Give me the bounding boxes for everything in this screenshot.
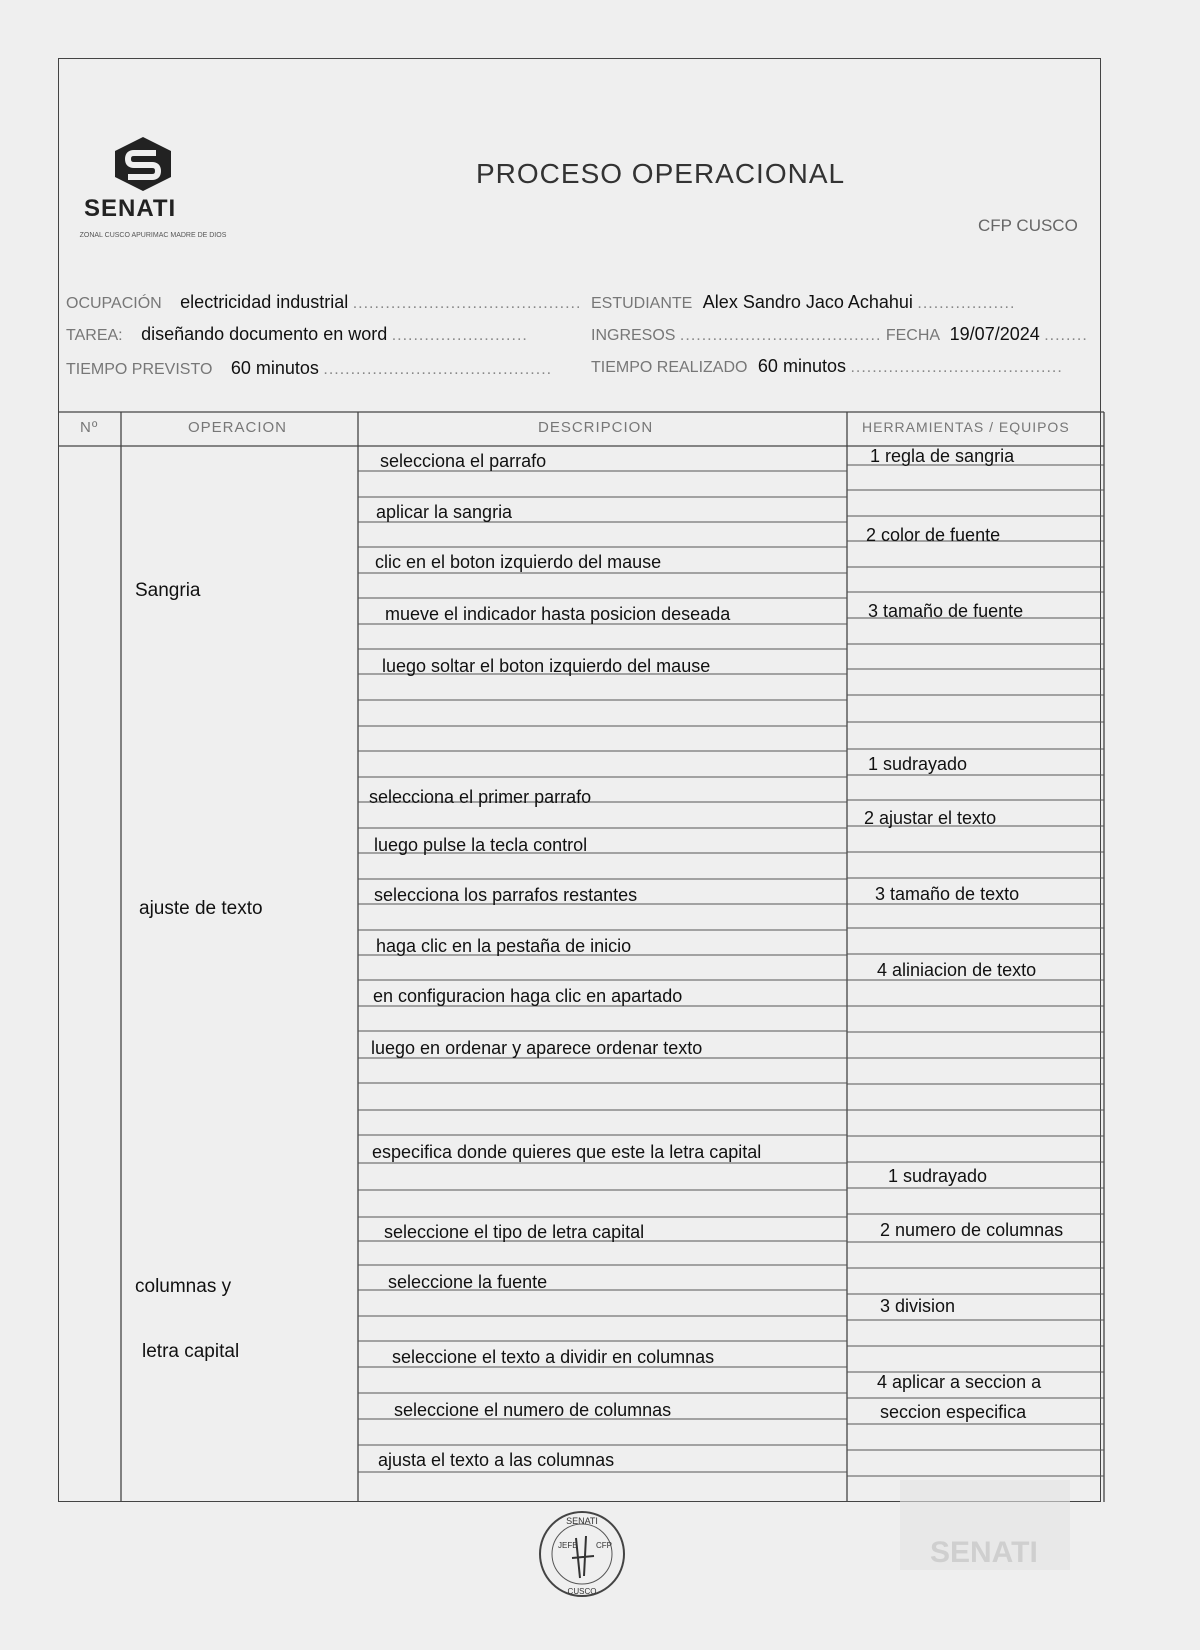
description-item: haga clic en la pestaña de inicio [376,936,632,956]
show-through-watermark [840,1450,1080,1580]
page-title: PROCESO OPERACIONAL [476,158,846,189]
fecha-value: 19/07/2024 [949,324,1040,344]
tool-item: 4 aliniacion de texto [877,960,1037,980]
description-item: selecciona los parrafos restantes [374,885,638,905]
tool-item: 2 ajustar el texto [864,808,997,828]
description-item: luego soltar el boton izquierdo del mause [382,656,711,676]
estudiante-label: ESTUDIANTE [591,295,693,312]
tool-item: 3 tamaño de fuente [868,601,1024,621]
stamp-text: JEFE [558,1541,578,1550]
description-item: luego pulse la tecla control [374,835,588,855]
ocupacion-label: OCUPACIÓN [66,295,162,312]
ingresos-fecha-field: INGRESOS ..................................... FECHA 19/07/2024 ........ [591,324,1088,344]
tiempo-previsto-label: TIEMPO PREVISTO [66,361,213,378]
tiempo-previsto-field: TIEMPO PREVISTO 60 minutos .......................................... [66,358,553,378]
description-item: seleccione la fuente [388,1272,548,1292]
logo-subtitle: ZONAL CUSCO APURIMAC MADRE DE DIOS [79,232,227,239]
ingresos-label: INGRESOS [591,327,676,344]
description-item: seleccione el tipo de letra capital [384,1222,645,1242]
cfp-label: CFP CUSCO [978,216,1078,235]
description-item: clic en el boton izquierdo del mause [375,552,662,572]
stamp-text: CUSCO [567,1587,597,1596]
description-item: seleccione el numero de columnas [394,1400,672,1420]
tiempo-realizado-label: TIEMPO REALIZADO [591,359,748,376]
tool-item: 1 regla de sangria [870,446,1015,466]
fecha-label: FECHA [885,327,940,344]
svg-text:SENATI: SENATI [930,1536,1038,1569]
tool-item: 4 aplicar a seccion a [877,1372,1042,1392]
description-item: mueve el indicador hasta posicion deseada [385,604,731,624]
tarea-label: TAREA: [66,327,123,344]
tool-item: 1 sudrayado [868,754,968,774]
operation-sangria: Sangria [135,580,201,601]
description-item: en configuracion haga clic en apartado [373,986,683,1006]
tiempo-realizado-field: TIEMPO REALIZADO 60 minutos ....................................... [591,356,1063,376]
col-header-num: Nº [80,419,99,436]
official-stamp [536,1508,628,1600]
col-header-descripcion: DESCRIPCION [538,419,654,436]
tool-item: 2 color de fuente [866,525,1001,545]
operation-ajuste-texto: ajuste de texto [139,898,263,919]
description-item: especifica donde quieres que este la letra capital [372,1142,762,1162]
estudiante-field: ESTUDIANTE Alex Sandro Jaco Achahui .................. [591,292,1016,312]
tool-item: 1 sudrayado [888,1166,988,1186]
logo-name: SENATI [84,195,177,222]
tarea-field: TAREA: diseñando documento en word ......................... [66,324,528,344]
description-item: seleccione el texto a dividir en columnas [392,1347,715,1367]
estudiante-value: Alex Sandro Jaco Achahui [702,292,913,312]
stamp-text: SENATI [566,1516,598,1526]
description-item: selecciona el parrafo [380,451,547,471]
description-item: ajusta el texto a las columnas [378,1450,615,1470]
description-item: selecciona el primer parrafo [369,787,592,807]
col-header-herramientas: HERRAMIENTAS / EQUIPOS [862,419,1070,435]
tool-item: seccion especifica [880,1402,1027,1422]
tool-item: 3 tamaño de texto [875,884,1020,904]
ocupacion-field: OCUPACIÓN electricidad industrial .......................................... [66,292,582,312]
tool-item: 2 numero de columnas [880,1220,1064,1240]
tool-item: 3 division [880,1296,956,1316]
tiempo-realizado-value: 60 minutos [757,356,846,376]
col-header-operacion: OPERACION [188,419,288,436]
operation-columnas-line2: letra capital [142,1341,240,1362]
description-item: luego en ordenar y aparece ordenar texto [371,1038,703,1058]
operation-columnas-line1: columnas y [135,1276,232,1297]
ocupacion-value: electricidad industrial [180,292,349,312]
stamp-text: CFP [596,1541,612,1550]
tiempo-previsto-value: 60 minutos [230,358,319,378]
description-item: aplicar la sangria [376,502,513,522]
tarea-value: diseñando documento en word [141,324,388,344]
